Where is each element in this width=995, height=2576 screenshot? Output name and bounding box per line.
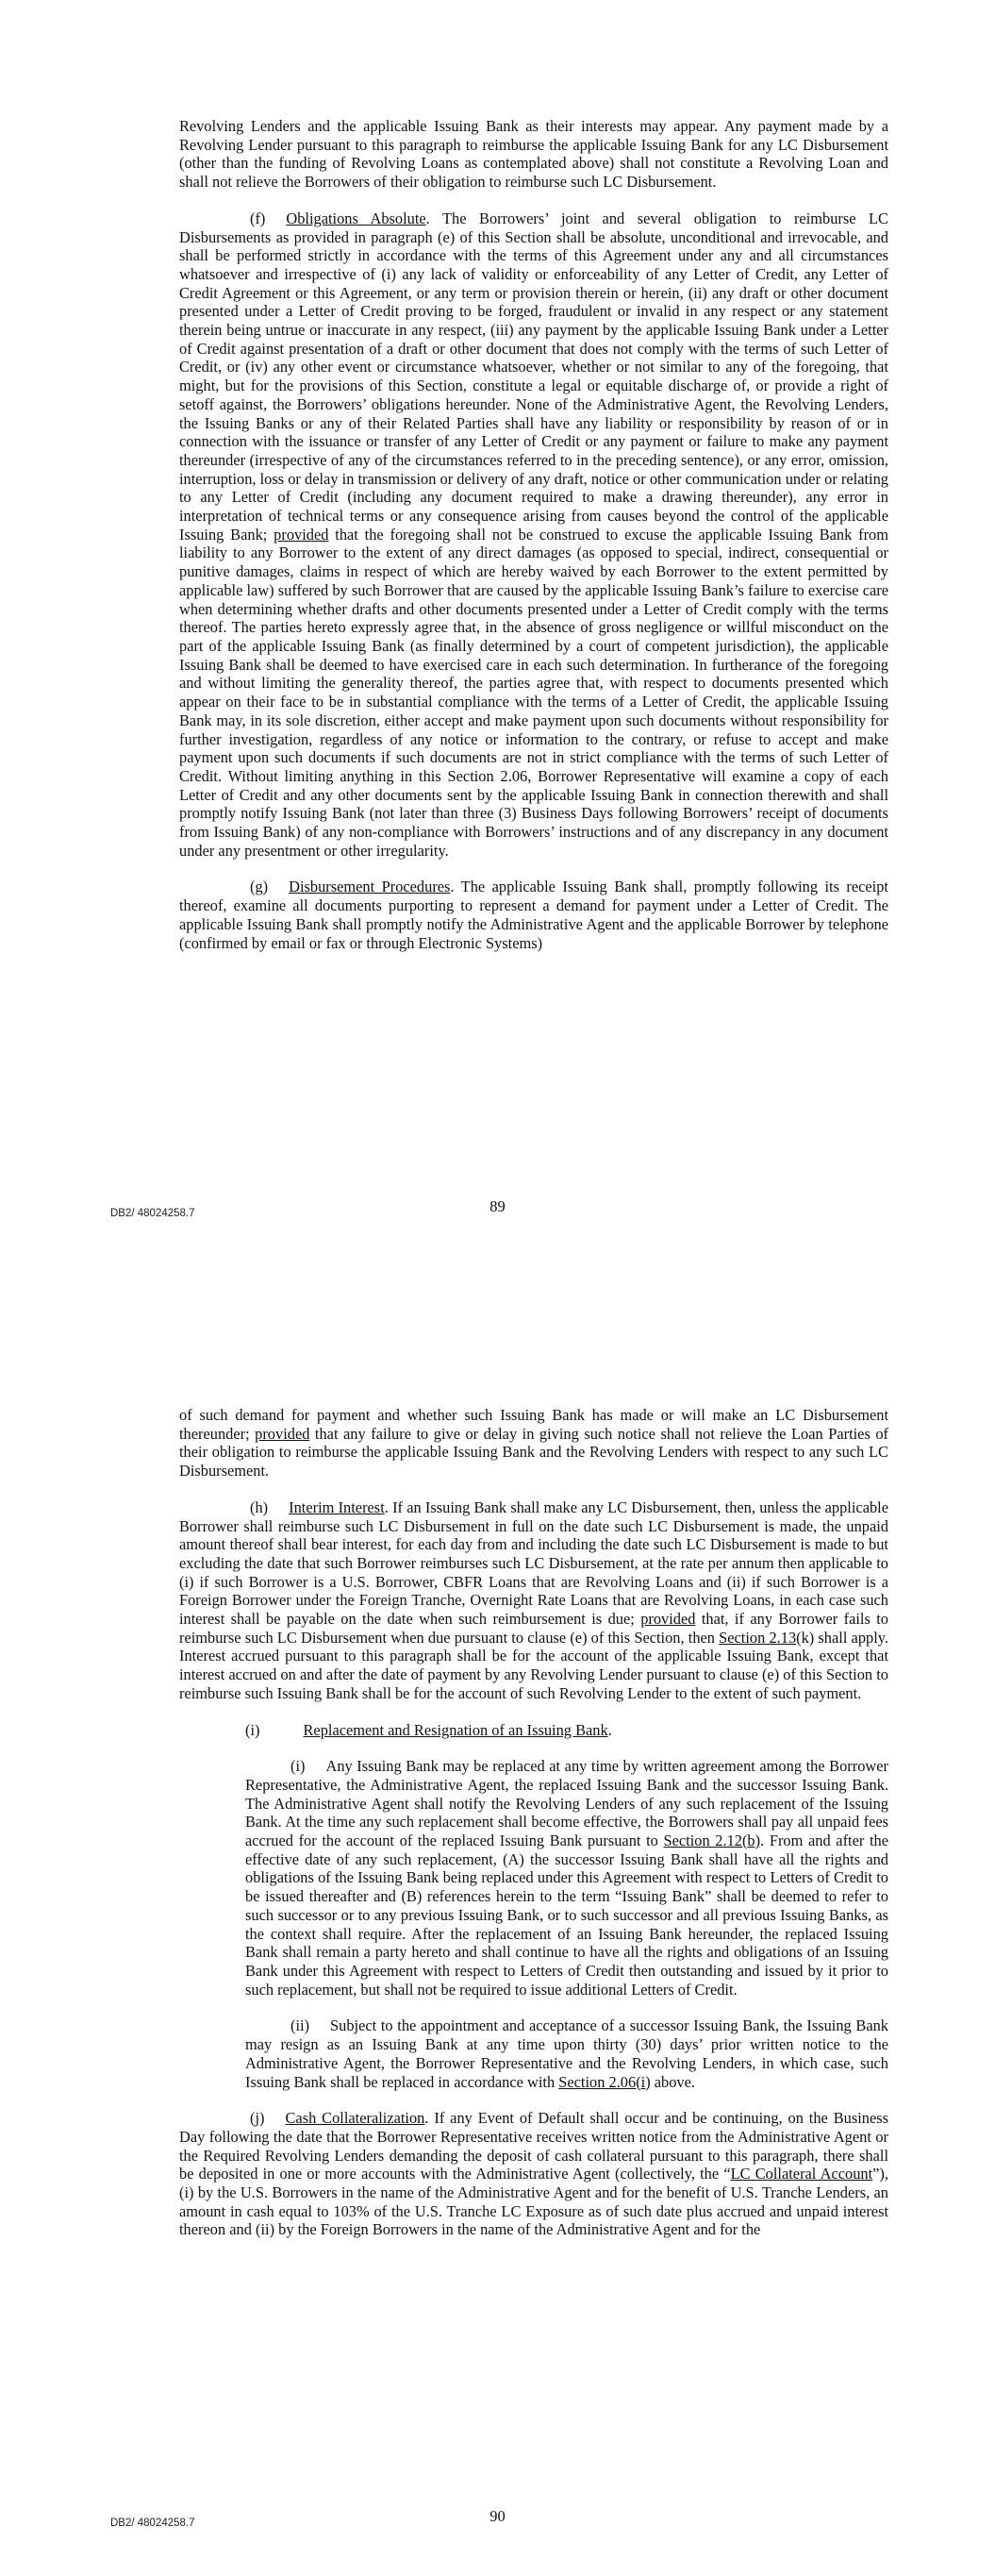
clause-heading: Cash Collateralization — [285, 2109, 425, 2128]
section-reference: Section 2.06(i) — [558, 2072, 651, 2091]
paragraph-j-cash-collateralization: (j) Cash Collateralization. If any Event of Default shall occur and be continuing, on the Business Day following the date that the Borrower Representative receives written notice from the Administrative Agent or the Required Revolving Lenders demanding the deposit of cash collateral pursuant to this paragraph, there shall be deposited in one or more accounts with the Administrative Agent (collectively, the “LC Collateral Account”), (i) by the U.S. Borrowers in the name of the Administrative Agent and for the benefit of U.S. Tranche Lenders, an amount in cash equal to 103% of the U.S. Tranche LC Exposure as of such date plus accrued and unpaid interest thereon and (ii) by the Foreign Borrowers in the name of the Administrative Agent and for the — [179, 2109, 889, 2239]
page-number: 89 — [489, 1197, 506, 1215]
paragraph-f-obligations-absolute: (f) Obligations Absolute. The Borrowers’ joint and several obligation to reimburse LC Disbursements as provided in paragraph (e) of this Section shall be absolute, unconditional and irrevocable, and shall be performed strictly in accordance with the terms of this Agreement under any and all circumstances whatsoever and irrespective of (i) any lack of validity or enforceability of any Letter of Credit, any Letter of Credit Agreement or this Agreement, or any term or provision therein or herein, (ii) any draft or other document presented under a Letter of Credit proving to be forged, fraudulent or invalid in any respect or any statement therein being untrue or inaccurate in any respect, (iii) any payment by the applicable Issuing Bank under a Letter of Credit against presentation of a draft or other document that does not comply with the terms of such Letter of Credit, or (iv) any other event or circumstance whatsoever, whether or not similar to any of the foregoing, that might, but for the provisions of this Section, constitute a legal or equitable discharge of, or provide a right of setoff against, the Borrowers’ obligations hereunder. None of the Administrative Agent, the Revolving Lenders, the Issuing Banks or any of their Related Parties shall have any liability or responsibility by reason of or in connection with the issuance or transfer of any Letter of Credit or any payment or failure to make any payment thereunder (irrespective of any of the circumstances referred to in the preceding sentence), or any error, omission, interruption, loss or delay in transmission or delivery of any draft, notice or other communication under or relating to any Letter of Credit (including any document required to make a drawing thereunder), any error in interpretation of technical terms or any consequence arising from causes beyond the control of the applicable Issuing Bank; provided that the foregoing shall not be construed to excuse the applicable Issuing Bank from liability to any Borrower to the extent of any direct damages (as opposed to special, indirect, consequential or punitive damages, claims in respect of which are hereby waived by each Borrower to the extent permitted by applicable law) suffered by such Borrower that are caused by the applicable Issuing Bank’s failure to exercise care when determining whether drafts and other documents presented under a Letter of Credit comply with the terms thereof. The parties hereto expressly agree that, in the absence of gross negligence or willful misconduct on the part of the applicable Issuing Bank (as finally determined by a court of competent jurisdiction), the applicable Issuing Bank shall be deemed to have exercised care in each such determination. In furtherance of the foregoing and without limiting the generality thereof, the parties agree that, with respect to documents presented which appear on their face to be in substantial compliance with the terms of a Letter of Credit, the applicable Issuing Bank may, in its sole discretion, either accept and make payment upon such documents without responsibility for further investigation, regardless of any notice or information to the contrary, or refuse to accept and make payment upon such documents if such documents are not in strict compliance with the terms of such Letter of Credit. Without limiting anything in this Section 2.06, Borrower Representative will examine a copy of each Letter of Credit and any other documents sent by the applicable Issuing Bank in connection therewith and shall promptly notify Issuing Bank (not later than three (3) Business Days following Borrowers’ receipt of documents from Issuing Bank) of any non-compliance with Borrowers’ instructions and of any discrepancy in any document under any presentment or other irregularity. — [179, 209, 888, 860]
clause-label: (i) — [245, 1720, 260, 1739]
clause-label: (ii) — [290, 2016, 310, 2035]
subparagraph-i-2: (ii) Subject to the appointment and acceptance of a successor Issuing Bank, the Issuing Bank may resign as an Issuing Bank at any time upon thirty (30) days’ prior written notice to the Administrative Agent, the Borrower Representative and the Revolving Lenders, in which case, such Issuing Bank shall be replaced in accordance with Section 2.06(i) above. — [245, 2016, 888, 2091]
continuation-paragraph: Revolving Lenders and the applicable Issuing Bank as their interests may appear. Any payment made by a Revolving Lender pursuant to this paragraph to reimburse the applicable Issuing Bank for any LC Disbursement (other than the funding of Revolving Loans as contemplated above) shall not constitute a Revolving Loan and shall not relieve the Borrowers of their obligation to reimburse such LC Disbursement. — [179, 117, 888, 192]
clause-label: (f) — [250, 209, 266, 227]
document-page-90 — [0, 1321, 995, 2576]
paragraph-g-disbursement-procedures: (g) Disbursement Procedures. The applicable Issuing Bank shall, promptly following its receipt thereof, examine all documents purporting to represent a demand for payment under a Letter of Credit. The applicable Issuing Bank shall promptly notify the Administrative Agent and the applicable Borrower by telephone (confirmed by email or fax or through Electronic Systems) — [179, 878, 888, 952]
section-reference: Section 2.12(b) — [663, 1832, 761, 1850]
document-reference: DB2/ 48024258.7 — [110, 1208, 195, 1219]
document-page-89 — [0, 0, 995, 1264]
section-reference: Section 2.13 — [719, 1628, 797, 1647]
page-number: 90 — [489, 2507, 506, 2525]
clause-heading: Disbursement Procedures — [289, 878, 451, 896]
clause-heading: Interim Interest — [289, 1497, 385, 1516]
clause-label: (i) — [290, 1757, 306, 1776]
document-reference: DB2/ 48024258.7 — [110, 2517, 195, 2529]
paragraph-i-heading: (i) Replacement and Resignation of an Issuing Bank. — [245, 1720, 612, 1739]
paragraph-h-interim-interest: (h) Interim Interest. If an Issuing Bank shall make any LC Disbursement, then, unless the applicable Borrower shall reimburse such LC Disbursement in full on the date such LC Disbursement is made, the unpaid amount thereof shall bear interest, for each day from and including the date such LC Disbursement is made to but excluding the date that such Borrower reimburses such LC Disbursement, at the rate per annum then applicable to (i) if such Borrower is a U.S. Borrower, CBFR Loans that are Revolving Loans and (ii) if such Borrower is a Foreign Borrower under the Foreign Tranche, Overnight Rate Loans that are Revolving Loans, in each case such interest shall be payable on the date when such reimbursement is due; provided that, if any Borrower fails to reimburse such LC Disbursement when due pursuant to clause (e) of this Section, then Section 2.13(k) shall apply. Interest accrued pursuant to this paragraph shall be for the account of the applicable Issuing Bank, except that interest accrued on and after the date of payment by any Revolving Lender pursuant to clause (e) of this Section to reimburse such Issuing Bank shall be for the account of such Revolving Lender to the extent of such payment. — [179, 1497, 888, 1702]
clause-heading: Replacement and Resignation of an Issuing Bank — [303, 1720, 608, 1739]
clause-label: (j) — [250, 2109, 265, 2128]
page-body — [179, 117, 888, 970]
clause-heading: Obligations Absolute — [286, 209, 426, 227]
page-body — [179, 1406, 888, 2257]
clause-label: (g) — [250, 878, 269, 896]
subparagraph-i-1: (i) Any Issuing Bank may be replaced at any time by written agreement among the Borrower Representative, the Administrative Agent, the replaced Issuing Bank and the successor Issuing Bank. The Administrative Agent shall notify the Revolving Lenders of any such replacement of the Issuing Bank. At the time any such replacement shall become effective, the Borrowers shall pay all unpaid fees accrued for the account of the replaced Issuing Bank pursuant to Section 2.12(b). From and after the effective date of any such replacement, (A) the successor Issuing Bank shall have all the rights and obligations of the Issuing Bank being replaced under this Agreement with respect to Letters of Credit to be issued thereafter and (B) references herein to the term “Issuing Bank” shall be deemed to refer to such successor or to any previous Issuing Bank, or to such successor and all previous Issuing Banks, as the context shall require. After the replacement of an Issuing Bank hereunder, the replaced Issuing Bank shall remain a party hereto and shall continue to have all the rights and obligations of an Issuing Bank under this Agreement with respect to Letters of Credit then outstanding and issued by it prior to such replacement, but shall not be required to issue additional Letters of Credit. — [245, 1757, 889, 1999]
defined-term: LC Collateral Account — [730, 2165, 873, 2183]
clause-label: (h) — [250, 1497, 269, 1516]
continuation-paragraph: of such demand for payment and whether such Issuing Bank has made or will make an LC Disbursement thereunder; provided that any failure to give or delay in giving such notice shall not relieve the Loan Parties of their obligation to reimburse the applicable Issuing Bank and the Revolving Lenders with respect to any such LC Disbursement. — [179, 1406, 888, 1480]
